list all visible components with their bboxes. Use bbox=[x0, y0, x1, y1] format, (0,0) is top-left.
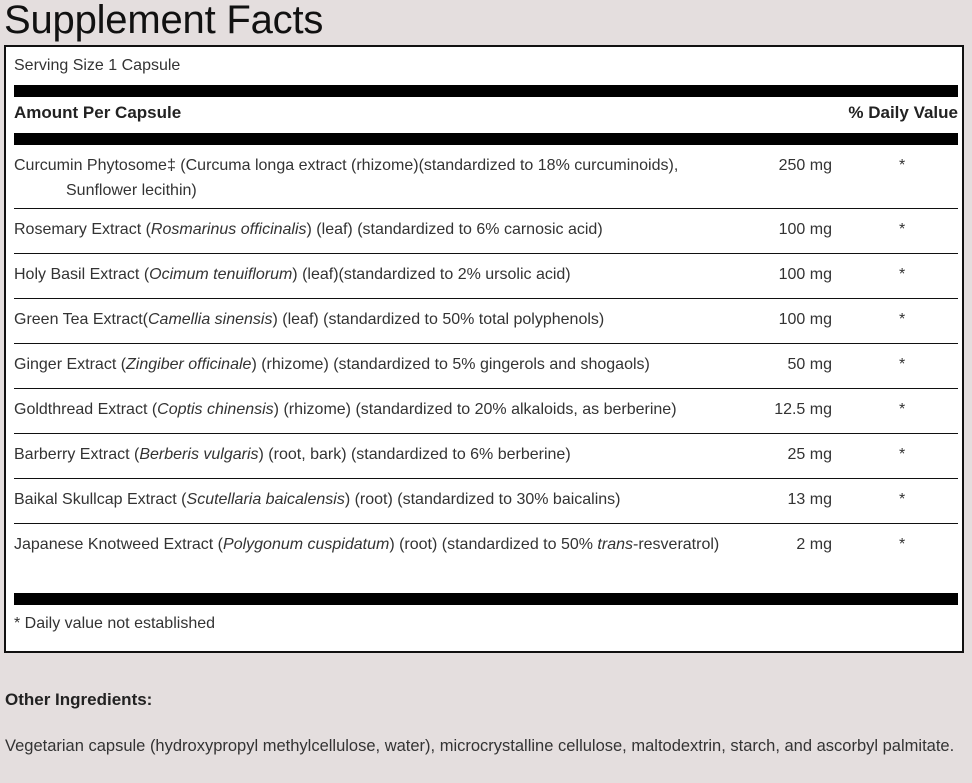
ingredient-amount: 50 mg bbox=[787, 356, 832, 373]
amount-per-capsule-label: Amount Per Capsule bbox=[14, 103, 182, 122]
ingredient-dv: * bbox=[899, 536, 906, 553]
ingredient-amount: 13 mg bbox=[787, 491, 832, 508]
table-row bbox=[14, 344, 958, 389]
footnote: * Daily value not established bbox=[14, 615, 216, 632]
supplement-facts-panel bbox=[4, 45, 964, 653]
ingredient-dv: * bbox=[899, 491, 906, 508]
table-row bbox=[14, 254, 958, 299]
divider-thick bbox=[14, 133, 958, 145]
ingredient-name: Curcumin Phytosome‡ (Curcuma longa extract (rhizome)(standardized to 18% curcuminoids), Sunflower lecithin) bbox=[14, 157, 679, 199]
table-row bbox=[14, 479, 958, 524]
other-ingredients-text: Vegetarian capsule (hydroxypropyl methylcellulose, water), microcrystalline cellulose, maltodextrin, starch, and ascorbyl palmitate. bbox=[5, 737, 955, 755]
ingredient-dv: * bbox=[899, 266, 906, 283]
divider-thick bbox=[14, 593, 958, 605]
table-row bbox=[14, 389, 958, 434]
ingredient-name: Baikal Skullcap Extract (Scutellaria baicalensis) (root) (standardized to 30% baicalins) bbox=[14, 491, 621, 508]
ingredient-amount: 100 mg bbox=[778, 311, 832, 328]
ingredient-amount: 2 mg bbox=[796, 536, 832, 553]
ingredient-dv: * bbox=[899, 356, 906, 373]
ingredient-name: Holy Basil Extract (Ocimum tenuiflorum) (leaf)(standardized to 2% ursolic acid) bbox=[14, 266, 571, 283]
serving-size: Serving Size 1 Capsule bbox=[14, 57, 181, 74]
table-row bbox=[14, 524, 958, 588]
ingredient-dv: * bbox=[899, 311, 906, 328]
ingredient-name: Goldthread Extract (Coptis chinensis) (rhizome) (standardized to 20% alkaloids, as berberine) bbox=[14, 401, 677, 418]
table-header bbox=[14, 103, 958, 123]
table-row bbox=[14, 209, 958, 254]
ingredient-dv: * bbox=[899, 401, 906, 418]
table-row bbox=[14, 145, 958, 209]
ingredient-amount: 100 mg bbox=[778, 266, 832, 283]
ingredient-name: Barberry Extract (Berberis vulgaris) (root, bark) (standardized to 6% berberine) bbox=[14, 446, 571, 463]
ingredient-name: Ginger Extract (Zingiber officinale) (rhizome) (standardized to 5% gingerols and shogaols) bbox=[14, 356, 650, 373]
divider-thick bbox=[14, 85, 958, 97]
ingredient-amount: 250 mg bbox=[778, 157, 832, 174]
ingredient-name: Japanese Knotweed Extract (Polygonum cuspidatum) (root) (standardized to 50% trans-resveratrol) bbox=[14, 536, 720, 553]
ingredient-dv: * bbox=[899, 221, 906, 238]
other-ingredients-label: Other Ingredients: bbox=[5, 690, 153, 709]
daily-value-label: % Daily Value bbox=[848, 103, 958, 122]
ingredient-amount: 12.5 mg bbox=[774, 401, 832, 418]
ingredient-dv: * bbox=[899, 157, 906, 174]
ingredient-amount: 25 mg bbox=[787, 446, 832, 463]
ingredient-amount: 100 mg bbox=[778, 221, 832, 238]
ingredient-name: Rosemary Extract (Rosmarinus officinalis) (leaf) (standardized to 6% carnosic acid) bbox=[14, 221, 603, 238]
table-row bbox=[14, 299, 958, 344]
page-title: Supplement Facts bbox=[4, 0, 324, 42]
ingredient-dv: * bbox=[899, 446, 906, 463]
ingredient-name: Green Tea Extract(Camellia sinensis) (leaf) (standardized to 50% total polyphenols) bbox=[14, 311, 605, 328]
table-row bbox=[14, 434, 958, 479]
